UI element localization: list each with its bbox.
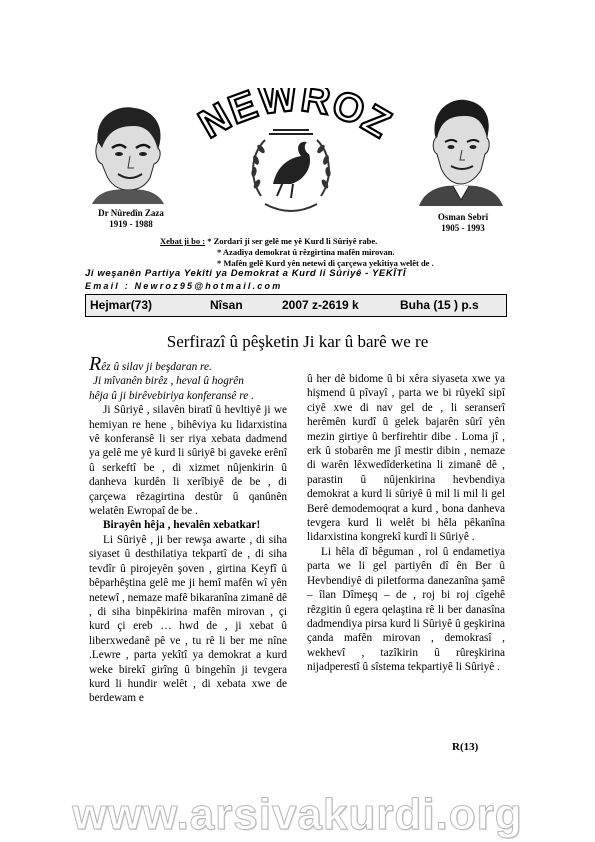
watermark: www.arsivakurdi.org — [72, 790, 523, 839]
greeting-line-3: hêja û ji birêvebiriya konferansê re . — [89, 389, 254, 402]
greeting-line-2: Ji mîvanên birêz , heval û hogrên — [93, 375, 244, 388]
right-person-name: Osman Sebrî — [437, 212, 489, 222]
issue-price: Buha (15 ) p.s — [400, 298, 479, 312]
greeting-rest: êz û silav ji beşdaran re. — [101, 361, 212, 373]
slogans-block — [160, 236, 434, 269]
article-signature: R(13) — [452, 741, 479, 753]
article-subhead: Birayên hêja , hevalên xebatkar! — [103, 519, 261, 532]
dropcap: R — [89, 353, 102, 375]
portrait-right — [417, 96, 505, 206]
greeting-line-1 — [89, 353, 287, 375]
slogan-3: * Mafên gelê Kurd yên netewî di çarçewa yekîtiya welêt de . — [217, 258, 434, 268]
left-paragraph-1: Ji Sûriyê , silavên biratî û hevltiyê ji we hemiyan re hene , bihêviya ku lidarxistina vê konferansê li ser riya xebata dadmend ya gelê me yê kurd li sûriyê bi gaveke erênî û serkeftî be , di xizmet nûjenkirin û danheva kurdên li xerîbiyê de be , di çarçewa rêzagirtina destûr û qanûnên welatên Ewropaî de be . — [89, 404, 287, 518]
left-person-caption — [78, 208, 184, 230]
issue-month: Nîsan — [210, 298, 243, 312]
slogans-lead: Xebat ji bo : — [160, 236, 206, 246]
logo-emblem — [243, 126, 339, 222]
party-line: Ji weşanên Partiya Yekîti ya Demokrat a Kurd li Sûriyê - YEKÎTÎ — [85, 268, 407, 279]
left-person-name: Dr Nûredîn Zaza — [98, 208, 164, 218]
left-paragraph-2: Li Sûriyê , ji ber rewşa awarte , di siha siyaset û desthilatiya tekpartî de , di siha tevdîr û pirojeyên şoven , girtina Keyfî û bêparhêştina gelê me ji hemî mafên wî yên netewî , nemaze mafê bikaranîna zimanê dê , di siha binpêkirina mafên mirovan , çi kurd çi ereb … hwd de , ji xebat û liberxwedanê pê ve , tu rê li ber me nîne .Lewre , parta yekîtî ya demokrat a kurd weke birekî girîng û bingehîn ji tevgera kurd li hundir welêt , di xebata xwe de berdewam e — [89, 533, 287, 705]
issue-bar — [85, 294, 507, 317]
slogan-2: * Azadiya demokrat û rêzgirtina mafên mirovan. — [217, 247, 395, 257]
article-headline: Serfirazî û pêşketin Ji kar û barê we re — [166, 332, 429, 351]
right-person-caption — [410, 212, 516, 234]
issue-number: Hejmar(73) — [90, 298, 153, 312]
right-person-years: 1905 - 1993 — [441, 223, 485, 233]
article-left-column — [89, 353, 287, 706]
article-right-column — [307, 372, 505, 675]
right-paragraph-2: Li hêla dî bêguman , rol û endametiya parta we li gel partiyên dî ên Ber û Hevbendiyê di piletforma danezanîna şamê – îlan Dîmeşq – de , roj bi roj cîgehê rêzgitin û egera qelaştina rê li ber danasîna dadmendiya pirsa kurd li Sûriyê û geşkirina çanda mafên mirovan , demokrasî , wekhevî , tazîkirin û rûreşkirina nijadperestî û sîstema tekpartiyê li Sûriyê . — [307, 545, 505, 674]
portrait-left — [88, 104, 168, 204]
issue-year: 2007 z-2619 k — [282, 298, 359, 312]
slogan-1: * Zordarî ji ser gelê me yê Kurd li Sûriyê rabe. — [207, 236, 378, 246]
email-line: Email : Newroz95@hotmail.com — [85, 281, 283, 291]
left-person-years: 1919 - 1988 — [109, 219, 153, 229]
right-paragraph-1: û her dê bidome û bi xêra siyaseta xwe ya hişmend û pîvayî , parta we bi rûyekî sipî ciyê xwe di nav gel de , li seranserî herêmên kurdî û gelek bajarên sûrî yên mezin girtiye û berfirehtir dibe . Loma jî , erk û stobarên me jî mestir dibin , nemaze di warên lêxwedîderketina li zimanê dê , parastin û nûjenkirina hevbendiya demokrat a kurd li sûriyê û mil li mil li gel Berê demodemoqrat a kurd , bona danheva tevgera kurd li welêt bi hêla pêkanîna lidarxistina kongrekî kurdî li Sûriyê . — [307, 373, 505, 544]
title-text: NEWROZ — [195, 88, 395, 148]
